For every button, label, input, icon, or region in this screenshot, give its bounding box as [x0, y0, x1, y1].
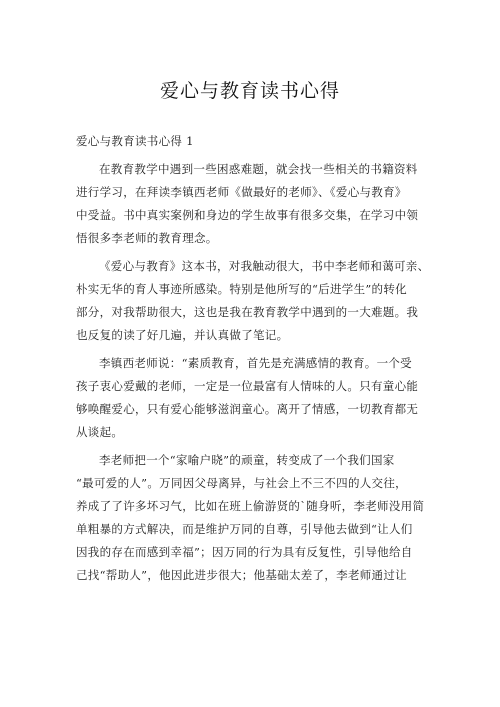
paragraph-line: 养成了了许多坏习气，比如在班上偷游贤的`随身听，李老师没用简: [76, 499, 425, 513]
paragraph-3: [76, 352, 436, 444]
paragraph-4: [76, 449, 436, 587]
paragraph-line: 《爱心与教育》这本书，对我触动很大，书中李老师和蔼可亲、: [99, 259, 430, 273]
section-heading: 爱心与教育读书心得 1: [76, 134, 194, 148]
paragraph-line: 李老师把一个“家喻户晓”的顽童，转变成了一个我们国家: [99, 453, 395, 467]
document-body: [76, 130, 436, 587]
paragraph-line: 悟很多李老师的教育理念。: [76, 231, 218, 245]
paragraph-line: 单粗暴的方式解决，而是维护万同的自尊，引导他去做到“让人们: [76, 522, 413, 536]
paragraph-line: 因我的存在而感到幸福”；因万同的行为具有反复性，引导他给自: [76, 545, 413, 559]
paragraph-line: 在教育教学中遇到一些困惑难题，就会找一些相关的书籍资料: [99, 162, 418, 176]
paragraph-line: 朴实无华的育人事迹所感染。特别是他所写的“后进学生”的转化: [76, 282, 407, 296]
paragraph-line: 从谈起。: [76, 425, 124, 439]
paragraph-line: 够唤醒爱心，只有爱心能够滋润童心。离开了情感，一切教育都无: [76, 402, 419, 416]
paragraph-line: 进行学习，在拜读李镇西老师《做最好的老师》、《爱心与教育》: [76, 185, 407, 199]
paragraph-line: 部分，对我帮助很大，这也是我在教育教学中遇到的一大难题。我: [76, 305, 419, 319]
paragraph-2: [76, 255, 436, 347]
paragraph-line: “最可爱的人”。万同因父母离异，与社会上不三不四的人交往，: [76, 476, 407, 490]
paragraph-line: 己找“帮助人”，他因此进步很大；他基础太差了，李老师通过让: [76, 568, 407, 582]
paragraph-1: [76, 158, 436, 250]
paragraph-line: 中受益。书中真实案例和身边的学生故事有很多交集，在学习中领: [76, 208, 419, 222]
document-title: 爱心与教育读书心得: [159, 80, 340, 102]
paragraph-line: 孩子衷心爱戴的老师，一定是一位最富有人情味的人。只有童心能: [76, 379, 419, 393]
paragraph-line: 也反复的读了好几遍，并认真做了笔记。: [76, 328, 289, 342]
paragraph-line: 李镇西老师说：“素质教育，首先是充满感情的教育。一个受: [99, 356, 412, 370]
